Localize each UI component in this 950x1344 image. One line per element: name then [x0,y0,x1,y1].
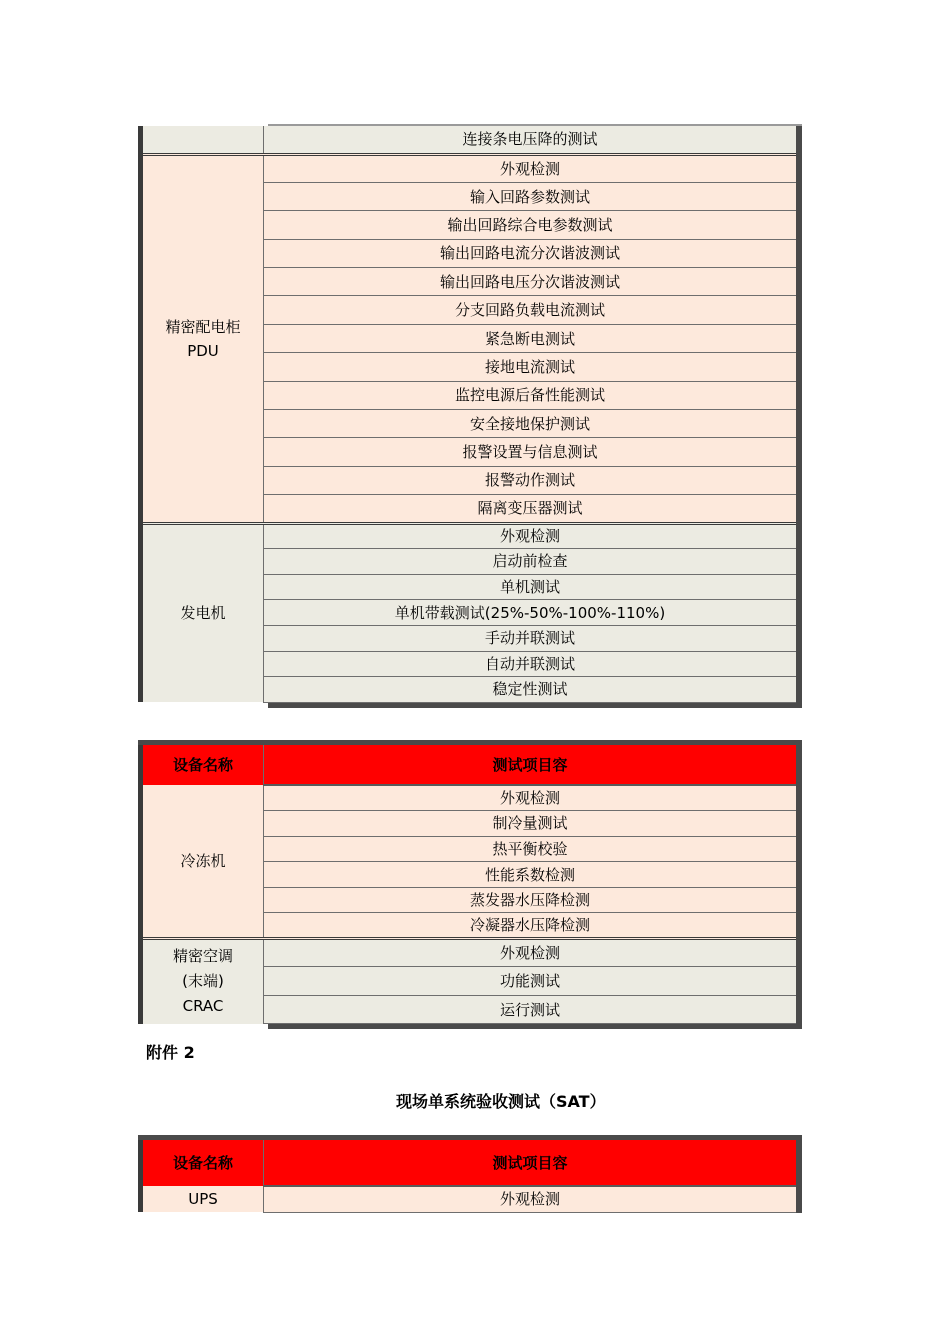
test-item: 启动前检查 [264,549,800,575]
table-chiller-crac [138,740,802,1029]
test-item: 隔离变压器测试 [264,495,800,523]
table-row [141,126,800,154]
test-item: 自动并联测试 [264,651,800,677]
device-name-line: 精密空调 [172,947,233,966]
device-name-cell [141,154,264,523]
table-bottom-border [268,703,802,708]
test-item: 输入回路参数测试 [264,182,800,210]
test-item: 报警设置与信息测试 [264,438,800,466]
device-name-cell-empty [141,126,264,154]
test-item: 外观检测 [264,1186,800,1212]
test-item: 分支回路负载电流测试 [264,296,800,324]
test-item: 输出回路综合电参数测试 [264,211,800,239]
test-item: 运行测试 [264,995,800,1023]
test-item: 监控电源后备性能测试 [264,381,800,409]
header-device-name: 设备名称 [141,1140,264,1186]
test-item: 外观检测 [264,154,800,182]
device-name-cell [141,939,264,1024]
device-name-cell [141,523,264,702]
test-item: 手动并联测试 [264,625,800,651]
test-item: 报警动作测试 [264,466,800,494]
table-row [141,939,800,967]
header-device-name: 设备名称 [141,745,264,785]
device-name-line: 冷冻机 [180,852,226,871]
table-sat [138,1135,802,1213]
device-name-line: CRAC [182,997,224,1016]
test-item: 输出回路电压分次谐波测试 [264,268,800,296]
table-pdu-generator [138,124,802,708]
table-row [141,154,800,182]
test-item: 热平衡校验 [264,836,800,862]
attachment-label: 附件 2 [146,1043,195,1062]
device-name-line: PDU [187,341,219,360]
table-bottom-border [268,1024,802,1029]
test-item: 冷凝器水压降检测 [264,913,800,939]
section-title: 现场单系统验收测试（SAT） [396,1092,606,1111]
header-test-items: 测试项目容 [264,1140,800,1186]
test-item: 功能测试 [264,967,800,995]
test-item: 外观检测 [264,939,800,967]
test-item: 蒸发器水压降检测 [264,887,800,913]
test-item: 外观检测 [264,523,800,549]
device-name-cell [141,785,264,939]
table-row [141,523,800,549]
test-item: 连接条电压降的测试 [264,126,800,154]
header-test-items: 测试项目容 [264,745,800,785]
test-item: 制冷量测试 [264,811,800,837]
test-item: 输出回路电流分次谐波测试 [264,239,800,267]
test-item: 单机带载测试(25%-50%-100%-110%) [264,600,800,626]
device-name-line: (末端) [182,972,224,991]
test-item: 单机测试 [264,574,800,600]
test-item: 稳定性测试 [264,677,800,703]
test-item: 紧急断电测试 [264,324,800,352]
test-item: 接地电流测试 [264,353,800,381]
device-name-line: 精密配电柜 [165,317,241,336]
table-row [141,785,800,811]
test-item: 外观检测 [264,785,800,811]
test-item: 安全接地保护测试 [264,410,800,438]
device-name-line: 发电机 [180,604,226,623]
test-item: 性能系数检测 [264,862,800,888]
device-cell-ups: UPS [141,1186,264,1212]
